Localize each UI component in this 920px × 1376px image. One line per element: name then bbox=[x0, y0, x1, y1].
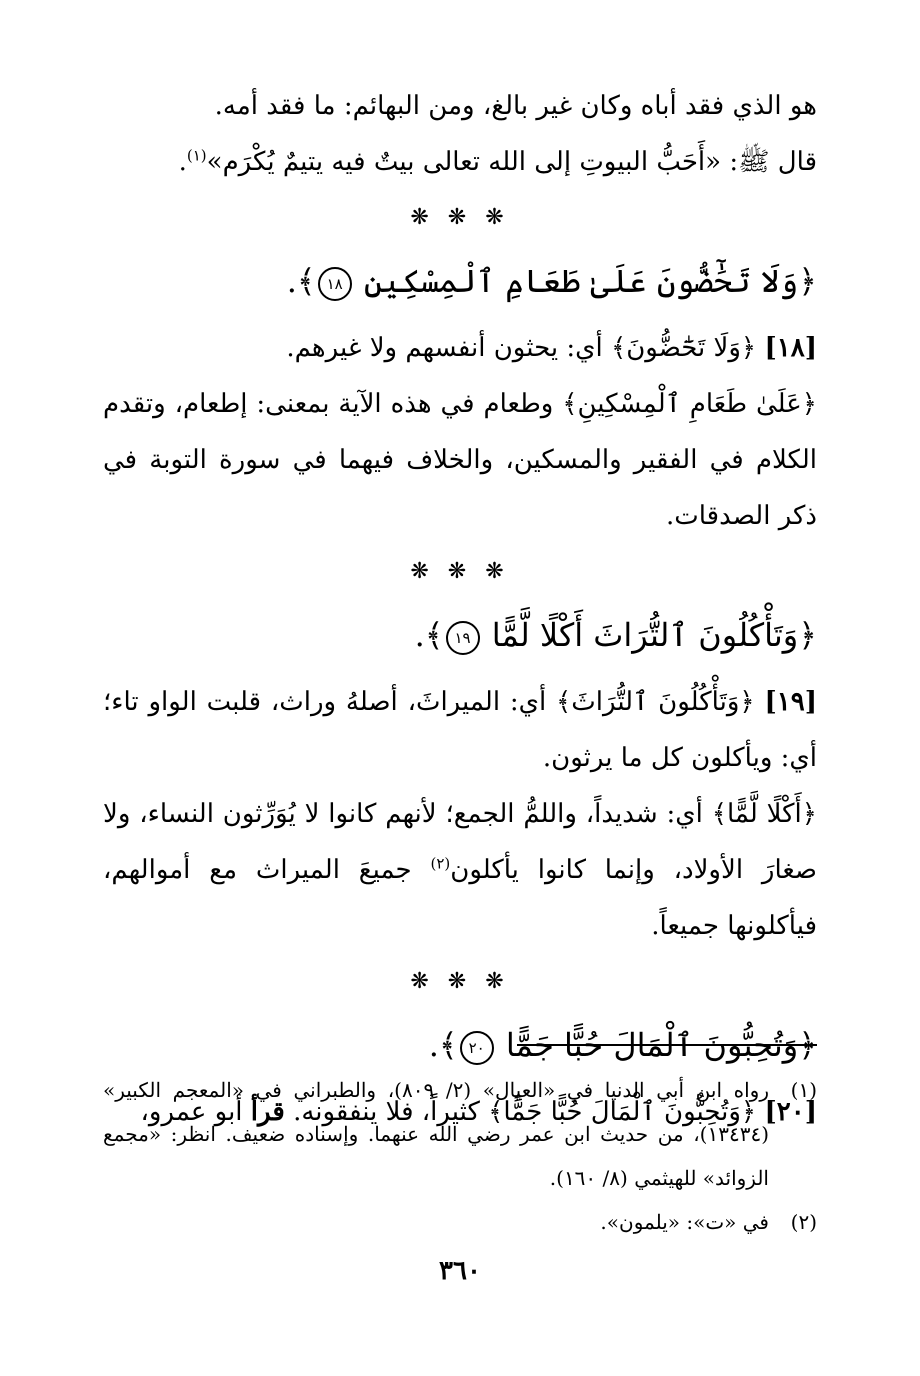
verse-19 bbox=[103, 604, 817, 666]
text-line-1 bbox=[103, 78, 817, 134]
footnote-divider bbox=[517, 1044, 817, 1046]
footnote-2 bbox=[103, 1200, 817, 1244]
footnote-1 bbox=[103, 1068, 817, 1200]
section-divider-2: ❋ ❋ ❋ bbox=[410, 559, 510, 584]
page-body bbox=[103, 78, 817, 1376]
commentary-20-text: ﴿وَتُحِبُّونَ ٱلْمَالَ حُبًّا جَمًّا﴾ كثيراً، فلا ينفقونه. bbox=[293, 1097, 757, 1127]
commentary-19b-text-b: جميعَ الميراث مع أموالهم، فيأكلونها جميعاً. bbox=[103, 855, 817, 941]
commentary-18-text: ﴿وَلَا تَحَٰٓضُّونَ﴾ أي: يحثون أنفسهم ولا غيرهم. bbox=[286, 333, 757, 363]
ayah-number-18-icon: ١٨ bbox=[318, 267, 352, 301]
page-number: ٣٦٠ bbox=[439, 1256, 481, 1286]
footnotes bbox=[103, 1068, 817, 1244]
ayah-number-20-icon: ٢٠ bbox=[460, 1031, 494, 1065]
commentary-18b-text: ﴿عَلَىٰ طَعَامِ ٱلْمِسْكِينِ﴾ وطعام في هذه الآية بمعنى: إطعام، وتقدم الكلام في الفقير والمسكين، والخلاف فيهما في سورة التوبة في ذكر الصدقات. bbox=[103, 389, 817, 531]
commentary-19-text: ﴿وَتَأْكُلُونَ ٱلتُّرَاثَ﴾ أي: الميراثَ، أصلهُ وراث، قلبت الواو تاء؛ أي: ويأكلون كل ما يرثون. bbox=[103, 687, 817, 773]
commentary-18 bbox=[103, 320, 817, 376]
footnote-1-text: رواه ابن أبي الدنيا في «العيال» (٢/ ٨٠٩)، والطبراني في «المعجم الكبير» (١٣٤٣٤)، من حديث ابن عمر رضي الله عنهما. وإسناده ضعيف. انظر: «مجمع الزوائد» للهيثمي (٨/ ١٦٠). bbox=[103, 1078, 769, 1190]
commentary-19 bbox=[103, 674, 817, 786]
commentary-20-tail: أبو عمرو، bbox=[140, 1097, 251, 1127]
section-divider-1: ❋ ❋ ❋ bbox=[410, 205, 510, 230]
ayah-number-19-icon: ١٩ bbox=[446, 621, 480, 655]
verse-19-close: ﴾. bbox=[414, 616, 444, 654]
commentary-18b bbox=[103, 376, 817, 544]
hadith-text: قال ﷺ: «أَحَبُّ البيوتِ إلى الله تعالى بيتٌ فيه يتيمٌ يُكْرَم» bbox=[206, 147, 817, 177]
verse-19-text: ﴿وَتَأْكُلُونَ ٱلتُّرَاثَ أَكْلًا لَّمًّا bbox=[491, 616, 817, 654]
hadith-end: . bbox=[178, 147, 187, 177]
footnote-ref-1[interactable]: (١) bbox=[186, 146, 207, 165]
footnote-2-number: (٢) bbox=[790, 1210, 817, 1234]
verse-number-19: [١٩] bbox=[764, 687, 817, 717]
footnote-ref-2[interactable]: (٢) bbox=[430, 854, 451, 873]
verse-number-20: [٢٠] bbox=[764, 1097, 817, 1127]
footnote-2-text: في «ت»: «يلمون». bbox=[600, 1210, 769, 1234]
verse-20-close: ﴾. bbox=[428, 1026, 458, 1064]
commentary-19b bbox=[103, 786, 817, 954]
commentary-19b-text-a: ﴿أَكْلًا لَّمًّا﴾ أي: شديداً، واللمُّ الجمع؛ لأنهم كانوا لا يُوَرِّثون النساء، ولا صغارَ الأولاد، وإنما كانوا يأكلون bbox=[103, 799, 817, 885]
text-line-1-content: هو الذي فقد أباه وكان غير بالغ، ومن البهائم: ما فقد أمه. bbox=[214, 91, 817, 121]
footnote-1-number: (١) bbox=[790, 1078, 817, 1102]
hadith-line bbox=[103, 134, 817, 190]
verse-18-text: ﴿وَلَا تَحَٰٓضُّونَ عَلَىٰ طَعَامِ ٱلْمِسْكِينِ bbox=[363, 262, 817, 300]
qiraat-keyword: قرأ bbox=[250, 1097, 285, 1127]
section-divider-3: ❋ ❋ ❋ bbox=[410, 969, 510, 994]
verse-18 bbox=[103, 250, 817, 312]
verse-20-text: ﴿وَتُحِبُّونَ ٱلْمَالَ حُبًّا جَمًّا bbox=[505, 1026, 817, 1064]
verse-18-close: ﴾. bbox=[286, 262, 316, 300]
verse-number-18: [١٨] bbox=[764, 333, 817, 363]
